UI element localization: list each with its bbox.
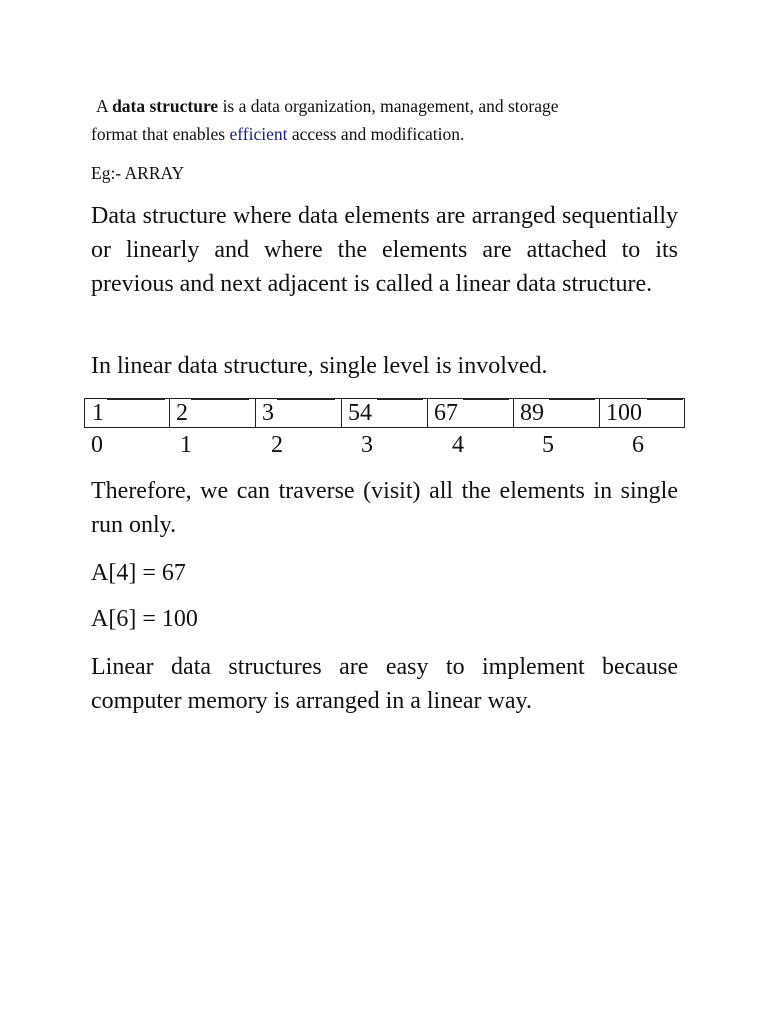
array-index: 6 [632,432,644,458]
array-cell [85,399,171,427]
traverse-paragraph: Therefore, we can traverse (visit) all the elements in single run only. [91,478,678,538]
access-example-4: A[4] = 67 [91,560,186,586]
access-example-6: A[6] = 100 [91,606,198,632]
efficient-link[interactable]: efficient [229,124,288,144]
array-cell-value: 1 [92,400,104,426]
easy-implement-paragraph: Linear data structures are easy to implement because computer memory is arranged in a linear way. [91,654,678,714]
cell-top-line [377,399,423,400]
cell-divider [341,399,342,427]
array-index: 2 [271,432,283,458]
intro-line1-rest: is a data organization, management, and storage [218,96,559,116]
cell-divider [169,399,170,427]
array-cell-value: 3 [262,400,274,426]
array-index: 3 [361,432,373,458]
intro-line2-before: format that enables [91,124,230,144]
array-cell [255,399,341,427]
array-cell [427,399,513,427]
array-cell-value: 89 [520,400,544,426]
cell-top-line [549,399,595,400]
intro-term: data structure [112,96,219,116]
cell-divider [427,399,428,427]
cell-divider [599,399,600,427]
cell-top-line [107,399,165,400]
cell-top-line [647,399,683,400]
intro-line-1 [91,92,691,120]
cell-top-line [191,399,249,400]
intro-paragraph [91,92,691,148]
array-index: 4 [452,432,464,458]
single-level-paragraph: In linear data structure, single level is involved. [91,353,548,379]
cell-divider [513,399,514,427]
array-index: 5 [542,432,554,458]
array-indices-row [84,430,685,460]
array-cell-value: 67 [434,400,458,426]
array-cell [599,399,685,427]
cell-top-line [277,399,335,400]
array-cell-value: 2 [176,400,188,426]
intro-line-2 [91,120,691,148]
example-label: Eg:- ARRAY [91,163,185,183]
definition-paragraph: Data structure where data elements are arranged sequentially or linearly and where the elements are attached to its previous and next adjacent is called a linear data structure. [91,203,678,297]
array-index: 0 [91,432,103,458]
array-values-row [84,398,685,428]
cell-divider [255,399,256,427]
array-index: 1 [180,432,192,458]
array-cell [169,399,255,427]
array-cell [341,399,427,427]
intro-prefix: A [96,96,113,116]
intro-line2-after: access and modification. [287,124,465,144]
array-cell [513,399,599,427]
array-cell-value: 54 [348,400,372,426]
array-cell-value: 100 [606,400,642,426]
cell-top-line [463,399,509,400]
